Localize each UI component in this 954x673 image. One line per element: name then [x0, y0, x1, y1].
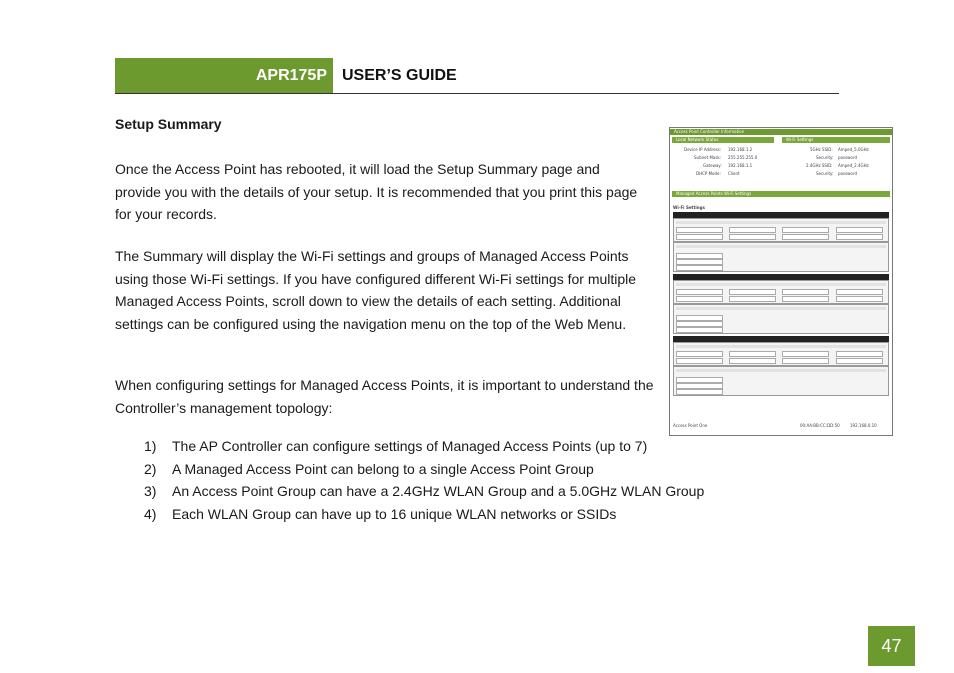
- list-item: 3) An Access Point Group can have a 2.4GHz WLAN Group and a 5.0GHz WLAN Group: [144, 483, 705, 499]
- screenshot-dhcp-value: Client: [728, 171, 740, 176]
- screenshot-24g-ssid-label: 2.4GHz SSID:: [806, 163, 833, 168]
- screenshot-mask-label: Subnet Mask:: [694, 155, 722, 160]
- screenshot-5g-security-label: Security:: [816, 155, 834, 160]
- header-rule: [115, 93, 839, 94]
- list-item: 1) The AP Controller can configure settings of Managed Access Points (up to 7): [144, 438, 648, 454]
- section-heading: Setup Summary: [115, 116, 222, 132]
- screenshot-ip-label: Device IP Address:: [684, 147, 722, 152]
- list-item: 4) Each WLAN Group can have up to 16 unique WLAN networks or SSIDs: [144, 505, 617, 522]
- topology-list: [144, 435, 704, 525]
- paragraph-intro: Once the Access Point has rebooted, it will load the Setup Summary page and provide you with the details of your setup. It is recommended that you print this page for your records.: [115, 161, 638, 222]
- screenshot-5g-ssid-label: 5GHz SSID:: [810, 147, 833, 152]
- screenshot-footer-mac: 00:AA:BB:CC:DD:50: [800, 423, 840, 428]
- screenshot-24g-security-value: password: [838, 171, 857, 176]
- screenshot-wifi-block: [673, 218, 889, 242]
- screenshot-wifi-block-title: Wi-Fi Settings: [673, 205, 705, 210]
- setup-summary-screenshot: [669, 127, 893, 436]
- screenshot-footer-ip: 192.168.0.10: [850, 423, 877, 428]
- screenshot-ap-group-block: [673, 366, 889, 396]
- screenshot-ap-group-block: [673, 242, 889, 272]
- header-title: USER’S GUIDE: [342, 67, 457, 84]
- screenshot-dhcp-label: DHCP Mode:: [696, 171, 721, 176]
- page-number: 47: [868, 626, 915, 666]
- list-item: 2) A Managed Access Point can belong to a single Access Point Group: [144, 460, 594, 477]
- screenshot-5g-security-value: password: [838, 155, 857, 160]
- screenshot-24g-ssid-value: Amped_2.4GHz: [838, 163, 869, 168]
- screenshot-wifi-bar: Wi-Fi Settings: [782, 137, 890, 143]
- screenshot-ip-value: 192.168.1.2: [728, 147, 753, 152]
- paragraph-summary: The Summary will display the Wi-Fi settings and groups of Managed Access Points using those Wi-Fi settings. If you have configured different Wi-Fi settings for multiple Managed Access Points, scroll down to view the details of each setting. Additional settings can be configured using the navigation menu on the top of the Web Menu.: [115, 248, 637, 332]
- screenshot-mask-value: 255.255.255.0: [728, 155, 758, 160]
- screenshot-5g-ssid-value: Amped_5.0GHz: [838, 147, 869, 152]
- screenshot-wifi-block: [673, 280, 889, 304]
- screenshot-gateway-value: 192.168.1.1: [728, 163, 753, 168]
- screenshot-footer-name: Access Point One: [673, 423, 708, 428]
- screenshot-wifi-block: [673, 342, 889, 366]
- screenshot-managed-bar: Managed Access Points Wi-Fi Settings: [672, 191, 890, 197]
- screenshot-local-network-bar: Local Network Status: [672, 137, 774, 143]
- screenshot-gateway-label: Gateway:: [703, 163, 722, 168]
- screenshot-title-bar: Access Point Controller Information: [670, 129, 892, 135]
- header-model: APR175P: [255, 67, 327, 84]
- paragraph-topology: When configuring settings for Managed Access Points, it is important to understand the Controller’s management topology:: [115, 377, 654, 416]
- screenshot-24g-security-label: Security:: [816, 171, 834, 176]
- screenshot-ap-group-block: [673, 304, 889, 334]
